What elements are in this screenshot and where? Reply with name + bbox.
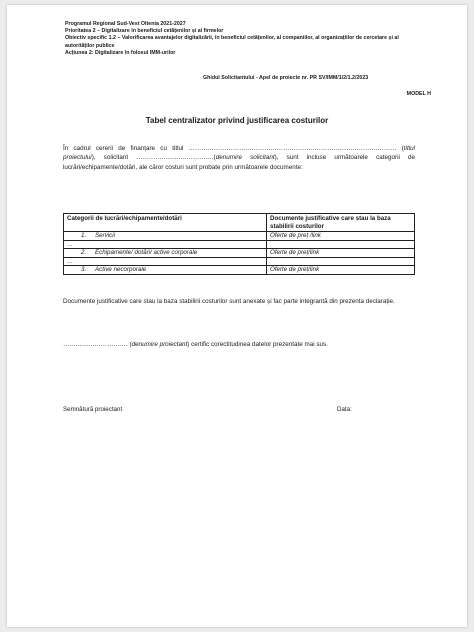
- applicant-name-placeholder: denumire solicitant: [215, 154, 275, 162]
- table-row: [64, 241, 415, 249]
- ellipsis-cell: …: [64, 241, 267, 249]
- program-header: [65, 21, 425, 57]
- ellipsis-cell: …: [64, 258, 267, 266]
- intro-text-e: ), sunt incluse următoarele categorii de lucrări/echipamente/dotări, ale căror costuri sunt probate prin următoarele documente:: [63, 154, 415, 171]
- cost-justification-table: [63, 213, 415, 275]
- document-cell: Oferte de preț /link: [267, 232, 415, 241]
- category-cell: [64, 249, 267, 258]
- empty-cell: [267, 258, 415, 266]
- row-number: 1.: [81, 232, 87, 240]
- category-label: Active necorporale: [95, 266, 147, 274]
- category-cell: [64, 266, 267, 275]
- table-row: [64, 266, 415, 275]
- intro-text-a: În cadrul cererii de finanțare cu titlul ……………………………………………………………………………………… (: [63, 145, 404, 152]
- column-header-categories: Categorii de lucrări/echipamente/dotări: [64, 214, 267, 232]
- guide-reference: Ghidul Solicitantului - Apel de proiecte nr. PR SV/IMM/1/2/1.2/2023: [203, 75, 369, 81]
- intro-paragraph: [63, 144, 415, 172]
- certification-text-c: ) certific corectitudinea datelor prezentate mai sus.: [187, 341, 328, 348]
- table-row: [64, 232, 415, 241]
- column-header-documents: Documente justificative care stau la baza stabilirii costurilor: [267, 214, 415, 232]
- empty-cell: [267, 241, 415, 249]
- date-label: Data:: [337, 406, 352, 413]
- intro-text-c: ), solicitant ……………………………….(: [91, 154, 216, 162]
- table-row: [64, 249, 415, 258]
- document-page: [7, 5, 467, 627]
- document-title: Tabel centralizator privind justificarea costurilor: [145, 116, 329, 125]
- category-cell: [64, 232, 267, 241]
- attachments-text: Documente justificative care stau la baza stabilirii costurilor sunt anexate și fac parte integrantă din prezenta declarație.: [63, 298, 395, 305]
- attachments-paragraph: [63, 297, 415, 306]
- document-cell: Oferte de preț/link: [267, 249, 415, 258]
- row-number: 3.: [81, 266, 87, 274]
- model-label: MODEL H: [406, 91, 431, 97]
- header-line-action: Acțiunea 2: Digitalizare în folosul IMM-urilor: [65, 49, 176, 56]
- certification-paragraph: [63, 340, 415, 349]
- project-title-placeholder: titlul proiectului: [63, 145, 415, 162]
- category-label: Servicii: [95, 232, 115, 240]
- header-line-priority: Prioritatea 2 – Digitalizare în beneficiul cetățenilor și al firmelor: [65, 28, 224, 35]
- row-number: 2.: [81, 249, 87, 257]
- header-line-objective: Obiectiv specific 1.2 – Valorificarea avantajelor digitalizării, în beneficiul cetățenilor, al companiilor, al organizațiilor de cercetare și al autorităților publice: [65, 35, 399, 49]
- header-line-program: Programul Regional Sud-Vest Oltenia 2021-2027: [65, 21, 186, 27]
- table-row: [64, 258, 415, 266]
- category-label: Echipamente/ dotări/ active corporale: [95, 249, 198, 257]
- certification-text-a: …………………………. (: [63, 341, 132, 348]
- table-header-row: [64, 214, 415, 232]
- designer-name-placeholder: denumire proiectant: [131, 341, 188, 348]
- designer-signature-label: Semnătură proiectant: [63, 406, 123, 413]
- document-cell: Oferte de preț/link: [267, 266, 415, 275]
